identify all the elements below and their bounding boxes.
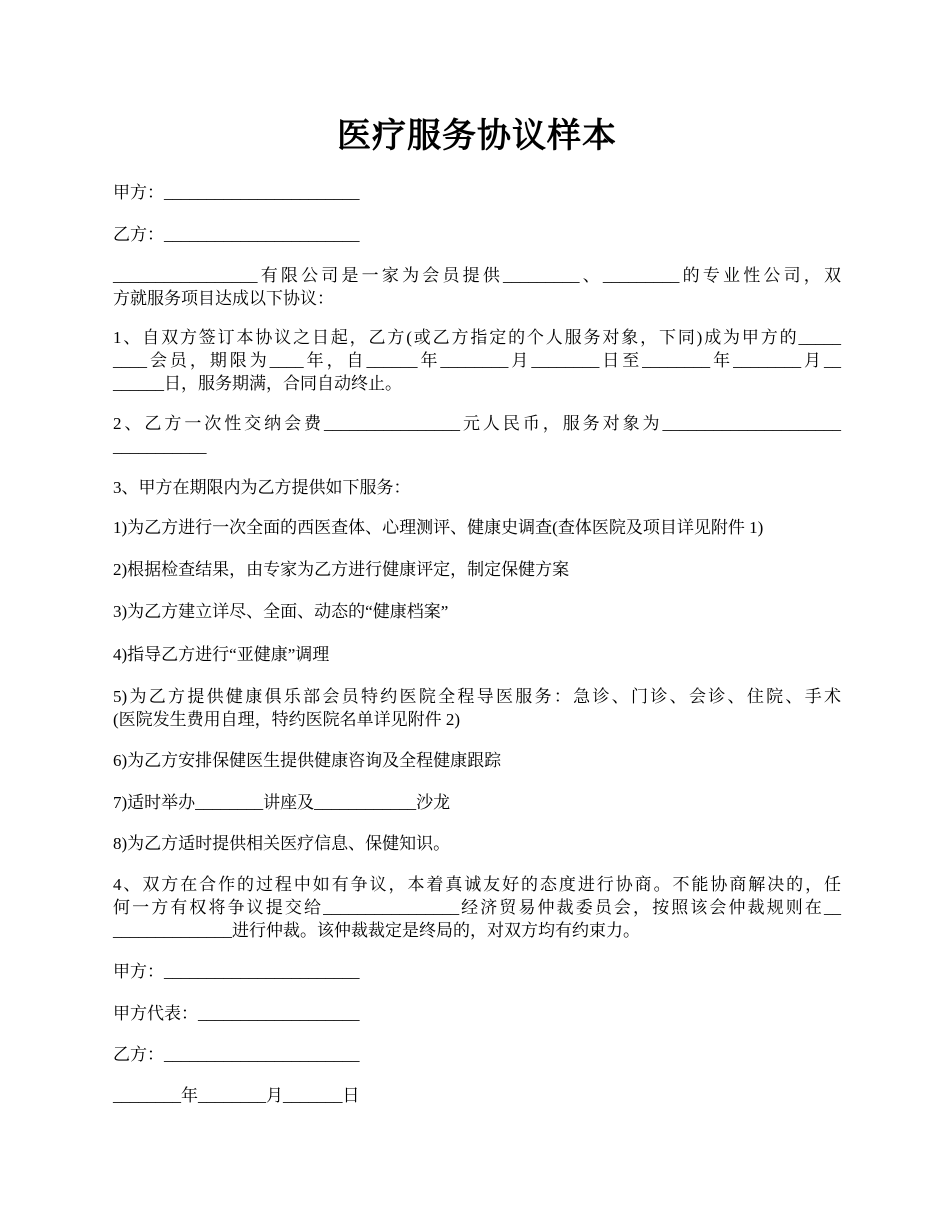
service-item-8: 8)为乙方适时提供相关医疗信息、保健知识。 bbox=[113, 834, 451, 853]
document-title: 医疗服务协议样本 bbox=[337, 118, 617, 155]
intro-line-1: _________________有限公司是一家为会员提供_________、_________的专业性公司，双 bbox=[113, 266, 841, 285]
service-item-1: 1)为乙方进行一次全面的西医查体、心理测评、健康史调查(查体医院及项目详见附件 1) bbox=[113, 518, 764, 537]
clause-1-line-3: ______日，服务期满，合同自动终止。 bbox=[113, 374, 402, 393]
clause-3-heading: 3、甲方在期限内为乙方提供如下服务： bbox=[113, 478, 411, 497]
clause-4-line-2: 何一方有权将争议提交给________________经济贸易仲裁委员会，按照该会仲裁规则在__ bbox=[113, 898, 841, 917]
service-item-2: 2)根据检查结果，由专家为乙方进行健康评定，制定保健方案 bbox=[113, 560, 570, 579]
clause-1-line-2: ____会员，期限为____年，自______年________月________日至________年________月__ bbox=[113, 351, 841, 370]
clause-2-line-1: 2、乙方一次性交纳会费________________元人民币，服务对象为_____________________ bbox=[113, 414, 841, 433]
service-item-6: 6)为乙方安排保健医生提供健康咨询及全程健康跟踪 bbox=[113, 751, 502, 770]
service-item-7: 7)适时举办________讲座及____________沙龙 bbox=[113, 793, 451, 812]
clause-4-line-1: 4、双方在合作的过程中如有争议，本着真诚友好的态度进行协商。不能协商解决的，任 bbox=[113, 875, 841, 894]
party-a-line: 甲方：_______________________ bbox=[113, 183, 360, 202]
clause-1-line-1: 1、自双方签订本协议之日起，乙方(或乙方指定的个人服务对象，下同)成为甲方的_____ bbox=[113, 328, 841, 347]
intro-line-2: 方就服务项目达成以下协议： bbox=[113, 289, 334, 308]
signature-party-a-representative: 甲方代表：___________________ bbox=[113, 1004, 360, 1023]
clause-4-line-3: ______________进行仲裁。该仲裁裁定是终局的，对双方均有约束力。 bbox=[113, 921, 640, 940]
service-item-4: 4)指导乙方进行“亚健康”调理 bbox=[113, 645, 330, 664]
service-item-3: 3)为乙方建立详尽、全面、动态的“健康档案” bbox=[113, 602, 449, 621]
signature-party-a: 甲方：_______________________ bbox=[113, 962, 360, 981]
service-item-5-line-2: (医院发生费用自理，特约医院名单详见附件 2) bbox=[113, 710, 461, 729]
signature-date: ________年________月_______日 bbox=[113, 1086, 360, 1105]
signature-party-b: 乙方：_______________________ bbox=[113, 1045, 360, 1064]
clause-2-line-2: ___________ bbox=[113, 437, 207, 456]
service-item-5-line-1: 5)为乙方提供健康俱乐部会员特约医院全程导医服务：急诊、门诊、会诊、住院、手术 bbox=[113, 687, 841, 706]
party-b-line: 乙方：_______________________ bbox=[113, 225, 360, 244]
